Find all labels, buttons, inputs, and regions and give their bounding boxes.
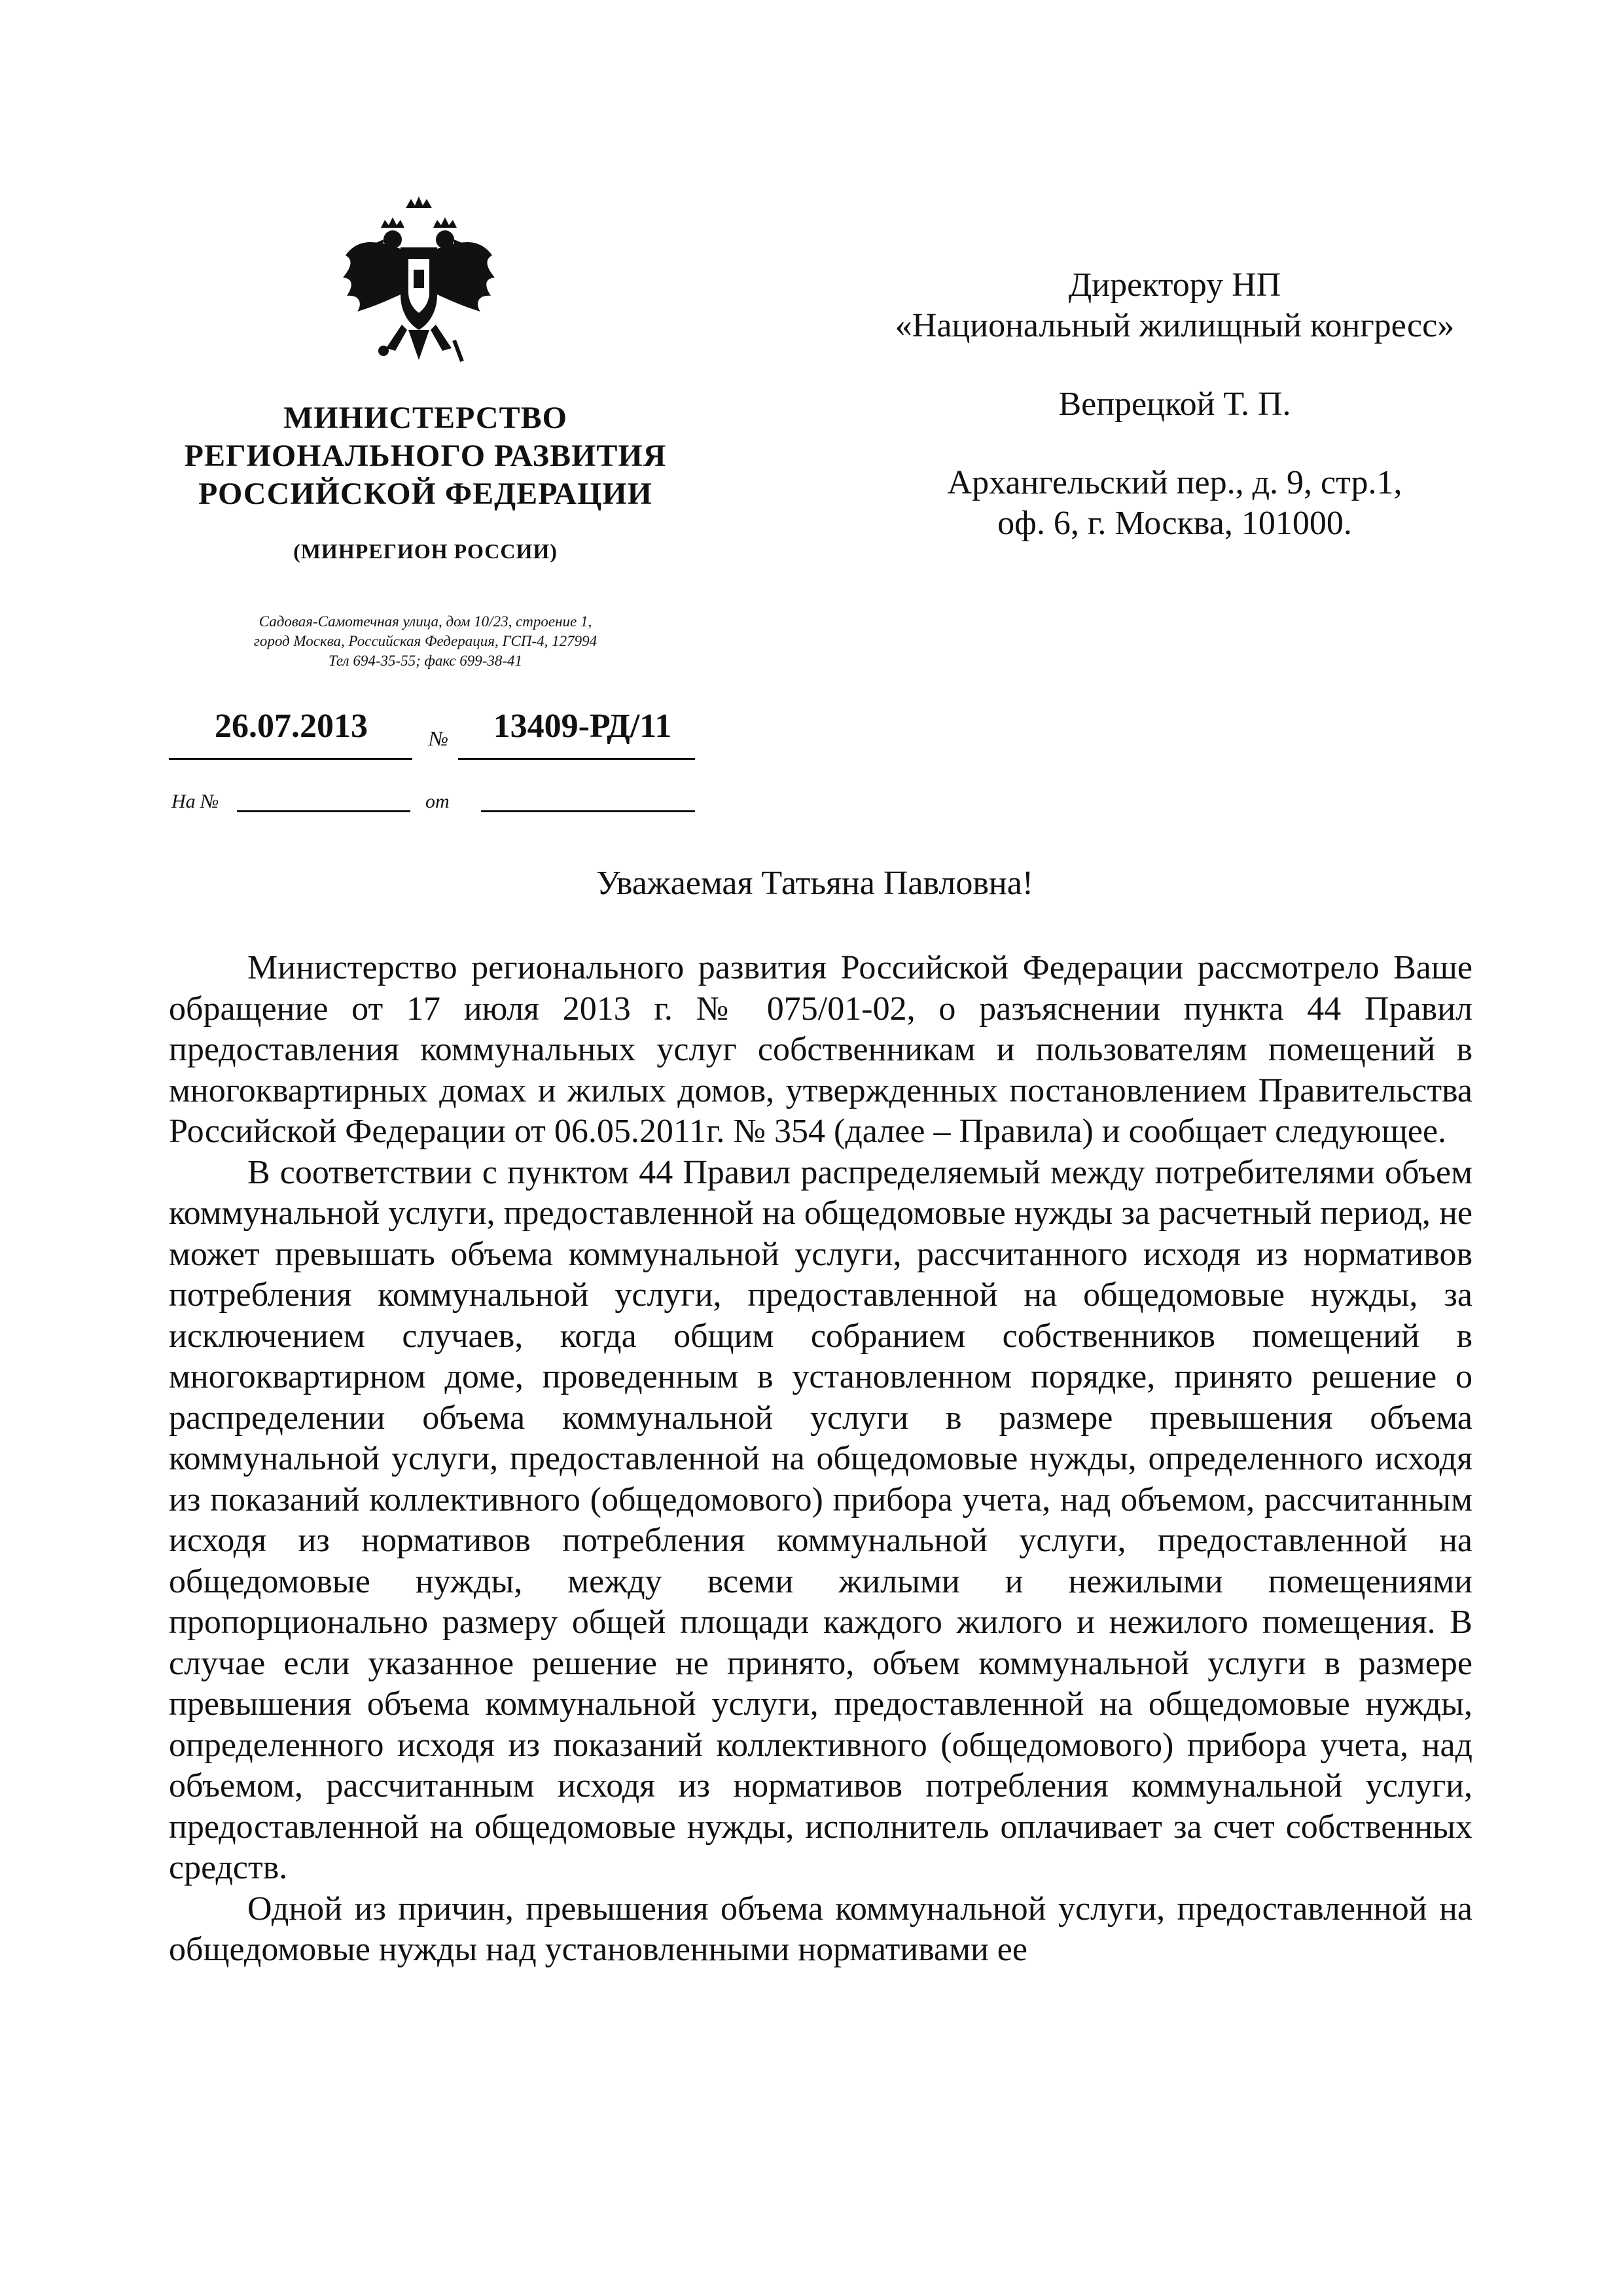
body-paragraph-1: Министерство регионального развития Российской Федерации рассмотрело Ваше обращение от 17 июля 2013 г. № 075/01-02, о разъяснении пункта 44 Правил предоставления коммунальных услуг собственникам и пользователям помещений в многоквартирных домах и жилых домов, утвержденных постановлением Правительства Российской Федерации от 06.05.2011г. № 354 (далее – Правила) и сообщает следующее. xyxy=(169,949,1472,1150)
recipient-address-1: Архангельский пер., д. 9, стр.1, xyxy=(947,464,1402,501)
document-number: 13409-РД/11 xyxy=(493,708,672,745)
letter-body xyxy=(169,948,1472,1971)
address-line-1: Садовая-Самотечная улица, дом 10/23, строение 1, xyxy=(259,613,592,630)
double-headed-eagle-emblem-icon xyxy=(340,196,497,367)
number-sign: № xyxy=(429,726,449,750)
ministry-name xyxy=(170,399,681,564)
body-paragraph-3: Одной из причин, превышения объема коммунальной услуги, предоставленной на общедомовые нужды над установленными нормативами ее xyxy=(169,1890,1472,1968)
recipient-line-1: Директору НП xyxy=(1068,266,1281,304)
body-paragraph-2: В соответствии с пунктом 44 Правил распределяемый между потребителями объем коммунальной услуги, предоставленной на общедомовые нужды за расчетный период, не может превышать объема коммунальной услуги, рассчитанного исходя из нормативов потребления коммунальной услуги, предоставленной на общедомовые нужды, за исключением случаев, когда общим собранием собственников помещений в многоквартирном доме, проведенным в установленном порядке, принято решение о распределении объема коммунальной услуги в размере превышения объема коммунальной услуги, предоставленной на общедомовые нужды, определенного исходя из показаний коллективного (общедомового) прибора учета, над объемом, рассчитанным исходя из нормативов потребления коммунальной услуги, предоставленной на общедомовые нужды, между всеми жилыми и нежилыми помещениями пропорционально размеру общей площади каждого жилого и нежилого помещения. В случае если указанное решение не принято, объем коммунальной услуги в размере превышения объема коммунальной услуги, предоставленной на общедомовые нужды, определенного исходя из показаний коллективного (общедомового) прибора учета, над объемом, рассчитанным исходя из нормативов потребления коммунальной услуги, предоставленной на общедомовые нужды, исполнитель оплачивает за счет собственных средств. xyxy=(169,1153,1472,1886)
document-date: 26.07.2013 xyxy=(215,708,368,745)
ministry-line-2: РЕГИОНАЛЬНОГО РАЗВИТИЯ xyxy=(184,439,667,473)
recipient-name: Вепрецкой Т. П. xyxy=(1058,386,1291,423)
ministry-abbreviation: (МИНРЕГИОН РОССИИ) xyxy=(293,539,558,563)
ministry-address xyxy=(164,612,687,671)
address-line-3: Тел 694-35-55; факс 699-38-41 xyxy=(328,653,523,669)
date-underline xyxy=(169,758,412,760)
reply-from-date-line xyxy=(481,810,695,812)
recipient-address-2: оф. 6, г. Москва, 101000. xyxy=(997,505,1352,542)
address-line-2: город Москва, Российская Федерация, ГСП-4, 127994 xyxy=(253,633,597,649)
recipient-block xyxy=(844,265,1505,544)
ministry-line-1: МИНИСТЕРСТВО xyxy=(283,401,567,435)
number-underline xyxy=(458,758,695,760)
reply-to-label: На № xyxy=(171,791,219,812)
salutation: Уважаемая Татьяна Павловна! xyxy=(596,865,1034,902)
recipient-line-2: «Национальный жилищный конгресс» xyxy=(895,307,1455,344)
reply-from-label: от xyxy=(425,791,450,812)
ministry-line-3: РОССИЙСКОЙ ФЕДЕРАЦИИ xyxy=(198,476,653,511)
reply-to-number-line xyxy=(237,810,410,812)
